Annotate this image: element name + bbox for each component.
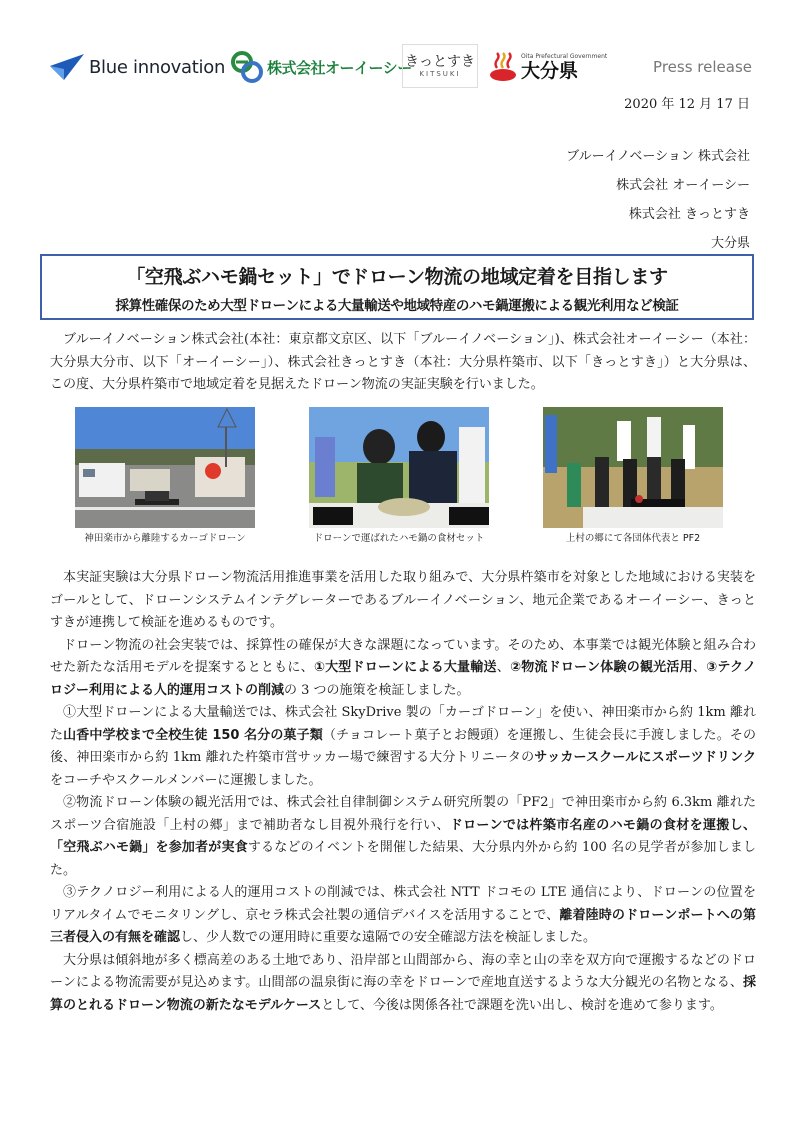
headline-title: 「空飛ぶハモ鍋セット」でドローン物流の地域定着を目指します [126, 266, 668, 288]
kitto-suki-logo [402, 44, 478, 88]
oic-mark-icon [230, 50, 264, 84]
text-span: 、 [692, 660, 707, 675]
blue-innovation-text: Blue innovation [89, 56, 226, 78]
logo-row [50, 44, 752, 90]
text-span: ③テクノロジー利用による人的運用コストの削減では、株式会社 NTT ドコモの LTE 通信により、ドローンの位置をリアルタイムでモニタリングし、京セラ株式会社製の通信デバイスを活用することで、 [50, 885, 756, 923]
text-span: （チョコレート菓子とお饅頭）を運搬し、生徒会長に手渡しました。その後、神田楽市から約 1km 離れた杵築市営サッカー場で練習する大分トリニータの [50, 727, 756, 765]
body-paragraph-1: 本実証実験は大分県ドローン物流活用推進事業を活用した取り組みで、大分県杵築市を対象とした地域における実装をゴールとして、ドローンシステムインテグレーターであるブルーイノベーション、地元企業であるオーイーシー、きっとすきが連携して検証を進めるものです。 [50, 570, 756, 630]
body-paragraph-4 [50, 792, 756, 882]
photo-caption: 上村の郷にて各団体代表と PF2 [565, 533, 701, 544]
oita-name-text: 大分県 [521, 59, 579, 82]
text-span: として、今後は関係各社で課題を洗い出し、検討を進めて参ります。 [321, 997, 723, 1013]
highlight-text: 山香中学校まで全校生徒 150 名分の菓子類 [63, 727, 323, 743]
intro-paragraph [50, 329, 756, 397]
headline-subtitle: 採算性確保のため大型ドローンによる大量輸送や地域特産のハモ鍋運搬による観光利用など検証 [115, 298, 679, 314]
highlight-text: ②物流ドローン体験の観光活用 [509, 660, 693, 675]
oita-prefecture-logo [488, 44, 607, 90]
highlight-text: 離着陸時のドローンポートへの第三者侵入の有無を確認 [50, 907, 756, 945]
text-span: ①大型ドローンによる大量輸送では、株式会社 SkyDrive 製の「カーゴドローン」を使い、神田楽市から約 1km 離れた [50, 705, 756, 743]
oic-text: 株式会社オーイーシー [267, 58, 412, 77]
body-text [50, 567, 756, 1017]
oita-gov-text: Oita Prefectural Government [521, 52, 608, 60]
photo-hamo-nabe-set [309, 407, 489, 528]
text-span: し、少人数での運用時に重要な遠隔での安全確認方法を検証しました。 [180, 930, 597, 945]
photo-cargo-drone [75, 407, 255, 528]
body-paragraph-2 [50, 635, 756, 703]
highlight-text: サッカースクールにスポーツドリンク [534, 750, 756, 765]
kitto-suki-text: きっとすき [405, 54, 475, 70]
blue-innovation-logo [50, 44, 225, 90]
release-date: 2020 年 12 月 17 日 [624, 97, 750, 112]
bird-icon [50, 54, 84, 80]
text-span: の 3 つの施策を検証しました。 [284, 682, 470, 698]
photo-caption: ドローンで運ばれたハモ鍋の食材セット [313, 533, 485, 544]
oic-logo [230, 44, 412, 90]
highlight-text: ドローンでは杵築市名産のハモ鍋の食材を運搬し、「空飛ぶハモ鍋」を参加者が実食 [50, 817, 756, 855]
onsen-icon [488, 52, 518, 82]
highlight-text: ①大型ドローンによる大量輸送 [313, 660, 497, 675]
organization-name: 株式会社 オーイーシー [616, 178, 750, 193]
press-release-label: Press release [653, 58, 752, 76]
organization-name: 株式会社 きっとすき [628, 207, 750, 222]
organization-list [566, 142, 750, 258]
text-span: するなどのイベントを開催した結果、大分県内外から約 100 名の見学者が参加しました。 [50, 840, 756, 878]
text-span: をコーチやスクールメンバーに運搬しました。 [50, 772, 322, 788]
photo-representatives-pf2 [543, 407, 723, 528]
body-paragraph-5 [50, 882, 756, 950]
intro-text: ブルーイノベーション株式会社(本社：東京都文京区、以下「ブルーイノベーション」)、株式会社オーイーシー（本社：大分県大分市、以下「オーイーシー」）、株式会社きっとすき（本社：大分県杵築市、以下「きっとすき」）と大分県は、この度、大分県杵築市で地域定着を見据えたドローン物流の実証実験を行いました。 [50, 332, 756, 392]
organization-name: ブルーイノベーション 株式会社 [566, 149, 750, 164]
headline-box [40, 254, 754, 320]
text-span: ②物流ドローン体験の観光活用では、株式会社自律制御システム研究所製の「PF2」で神田楽市から約 6.3km 離れたスポーツ合宿施設「上村の郷」まで補助者なし目視外飛行を行い、 [50, 795, 756, 833]
body-paragraph-3 [50, 702, 756, 792]
highlight-text: 採算のとれるドローン物流の新たなモデルケース [50, 975, 756, 1013]
highlight-text: ③テクノロジー利用による人的運用コストの削減 [50, 660, 756, 698]
text-span: 大分県は傾斜地が多く標高差のある土地であり、沿岸部と山間部から、海の幸と山の幸を双方向で運搬するなどのドローンによる物流需要が見込めます。山間部の温泉街に海の幸をドローンで産地直送するような大分観光の名物となる、 [50, 952, 756, 990]
organization-name: 大分県 [710, 236, 750, 251]
kitto-suki-sub: KITSUKI [419, 70, 461, 78]
text-span: 、 [496, 660, 510, 675]
text-span: ドローン物流の社会実装では、採算性の確保が大きな課題になっています。そのため、本事業では観光体験と組み合わせた新たな活用モデルを提案するとともに、 [50, 637, 756, 675]
photo-caption: 神田楽市から離陸するカーゴドローン [84, 533, 246, 544]
body-paragraph-6 [50, 950, 756, 1018]
